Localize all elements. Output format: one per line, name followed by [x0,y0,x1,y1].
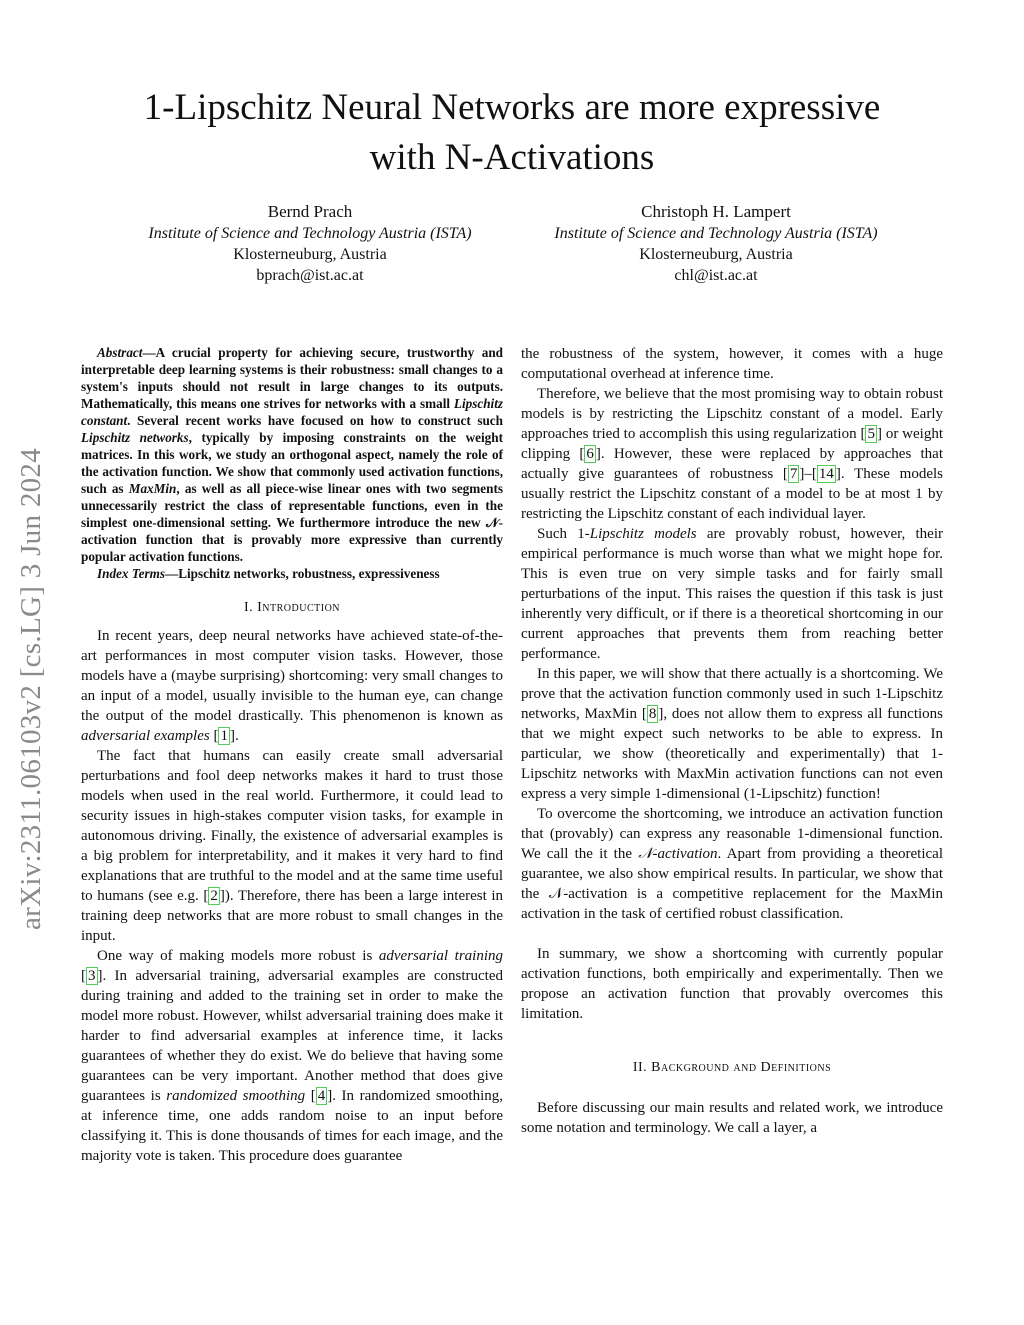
author-location: Klosterneuburg, Austria [639,246,793,263]
author-name: Bernd Prach [267,202,353,221]
left-column [81,344,503,1166]
author-email: chl@ist.ac.at [674,267,758,284]
citation-link[interactable]: 5 [867,426,875,442]
author-location: Klosterneuburg, Austria [233,246,387,263]
author-email: bprach@ist.ac.at [256,267,364,284]
author-affiliation: Institute of Science and Technology Austria (ISTA) [148,225,472,242]
citation-link[interactable]: 4 [317,1088,326,1104]
arxiv-stamp: arXiv:2311.06103v2 [cs.LG] 3 Jun 2024 [15,447,47,930]
right-paragraph-5: In summary, we show a shortcoming with currently popular activation functions, both empirically and experimentally. Then we propose an activation function that provably overcomes this limitation. [521,946,943,1022]
section-heading-introduction: I. Introduction [243,600,341,615]
paragraph-gap [521,924,943,944]
citation-link[interactable]: 1 [220,728,228,744]
right-paragraph-3: In this paper, we will show that there actually is a shortcoming. We prove that the activation function commonly used in such 1-Lipschitz networks, MaxMin [ 8 ], does not allow them to express all functions that we might expect such networks to be able to express. In particular, we show (theoretically and experimentally) that 1-Lipschitz networks with MaxMin activation functions can not even express a very simple 1-dimensional (1-Lipschitz) function! [521,666,943,802]
abstract-label: Abstract [97,345,143,360]
author-name: Christoph H. Lampert [641,202,791,221]
paragraph-gap [521,1086,943,1098]
title-line-1: 1-Lipschitz Neural Networks are more expressive [143,87,881,128]
paragraph-gap [521,1024,943,1052]
paper-title [60,83,964,183]
index-terms: Index Terms—Lipschitz networks, robustness, expressiveness [97,566,440,581]
citation-link[interactable]: 6 [586,446,594,462]
right-paragraph-2: Such 1-Lipschitz models are provably robust, however, their empirical performance is much worse than what we might hope for. This is even true on very simple tasks and for fairly small perturbations of the input. This raises the question if this task is just inherently very difficult, or if there is a theoretical shortcoming in our current approaches that prevents them from reaching better performance. [521,526,943,662]
right-column [521,344,943,1138]
section-heading-background: II. Background and Definitions [632,1060,832,1075]
right-paragraph-6: Before discussing our main results and related work, we introduce some notation and terminology. We call a layer, a [521,1100,943,1136]
author-block-2 [506,201,926,286]
author-block-1 [100,201,520,286]
author-affiliation: Institute of Science and Technology Austria (ISTA) [554,225,878,242]
citation-link[interactable]: 7 [789,466,798,482]
citation-link[interactable]: 8 [648,706,657,722]
citation-link[interactable]: 14 [818,466,834,482]
citation-link[interactable]: 3 [88,968,96,984]
intro-paragraph-2: The fact that humans can easily create small adversarial perturbations and fool deep networks makes it hard to trust those models when used in the real world. Furthermore, it could lead to security issues in high-stakes computer vision tasks, for example in autonomous driving. Finally, the existence of adversarial examples is a big problem for interpretability, and it makes it very hard to find explanations that are truthful to the model and at the same time useful to humans (see e.g. [ 2 ]). Therefore, there has been a large interest in training deep networks that are more robust to small changes in the input. [81,748,503,944]
right-paragraph-0: the robustness of the system, however, it comes with a huge computational overhead at inference time. [521,346,943,382]
right-paragraph-1: Therefore, we believe that the most promising way to obtain robust models is by restricting the Lipschitz constant of a model. Early approaches tried to accomplish this using regularization [ 5 ] or weight clipping [ 6 ]. However, these were replaced by approaches that actually give guarantees of robustness [ 7 ]–[ 14 ]. These models usually restrict the Lipschitz constant of a model to be at most 1 by restricting the Lipschitz constant of each individual layer. [521,386,944,522]
index-terms-label: Index Terms [97,566,166,581]
abstract: Abstract—A crucial property for achieving secure, trustworthy and interpretable deep learning systems is their robustness: small changes to a system's inputs should not result in large changes to its outputs. Mathematically, this means one strives for networks with a small Lipschitz constant. Several recent works have focused on how to construct such Lipschitz networks, typically by imposing constraints on the weight matrices. In this work, we study an orthogonal aspect, namely the role of the activation function. We show that commonly used activation functions, such as MaxMin, as well as all piece-wise linear ones with two segments unnecessarily restrict the class of representable functions, even in the simplest one-dimensional setting. We furthermore introduce the new 𝒩-activation function that is provably more expressive than currently popular activation functions. [81,345,503,564]
citation-link[interactable]: 2 [210,888,218,904]
intro-paragraph-1: In recent years, deep neural networks have achieved state-of-the-art performances in most computer vision tasks. However, those models have a (maybe surprising) shortcoming: very small changes to an input of a model, usually invisible to the human eye, can change the output of the model drastically. This phenomenon is known as adversarial examples [ 1 ]. [81,628,503,744]
title-line-2: with N-Activations [369,137,655,178]
right-paragraph-4: To overcome the shortcoming, we introduce an activation function that (provably) can express any reasonable 1-dimensional function. We call the it the 𝒩-activation. Apart from providing a theoretical guarantee, we also show empirical results. In particular, we show that the 𝒩-activation is a competitive replacement for the MaxMin activation in the task of certified robust classification. [521,806,943,922]
intro-paragraph-3: One way of making models more robust is adversarial training [ 3 ]. In adversarial training, adversarial examples are constructed during training and added to the training set in order to make the model more robust. However, whilst adversarial training does make it harder to find adversarial examples at inference time, it lacks guarantees of whether they do exist. We do believe that having some guarantees can be very important. Another method that does give guarantees is randomized smoothing [ 4 ]. In randomized smoothing, at inference time, one adds random noise to an input before classifying it. This is done thousands of times for each image, and the majority vote is taken. This procedure does guarantee [81,948,504,1164]
